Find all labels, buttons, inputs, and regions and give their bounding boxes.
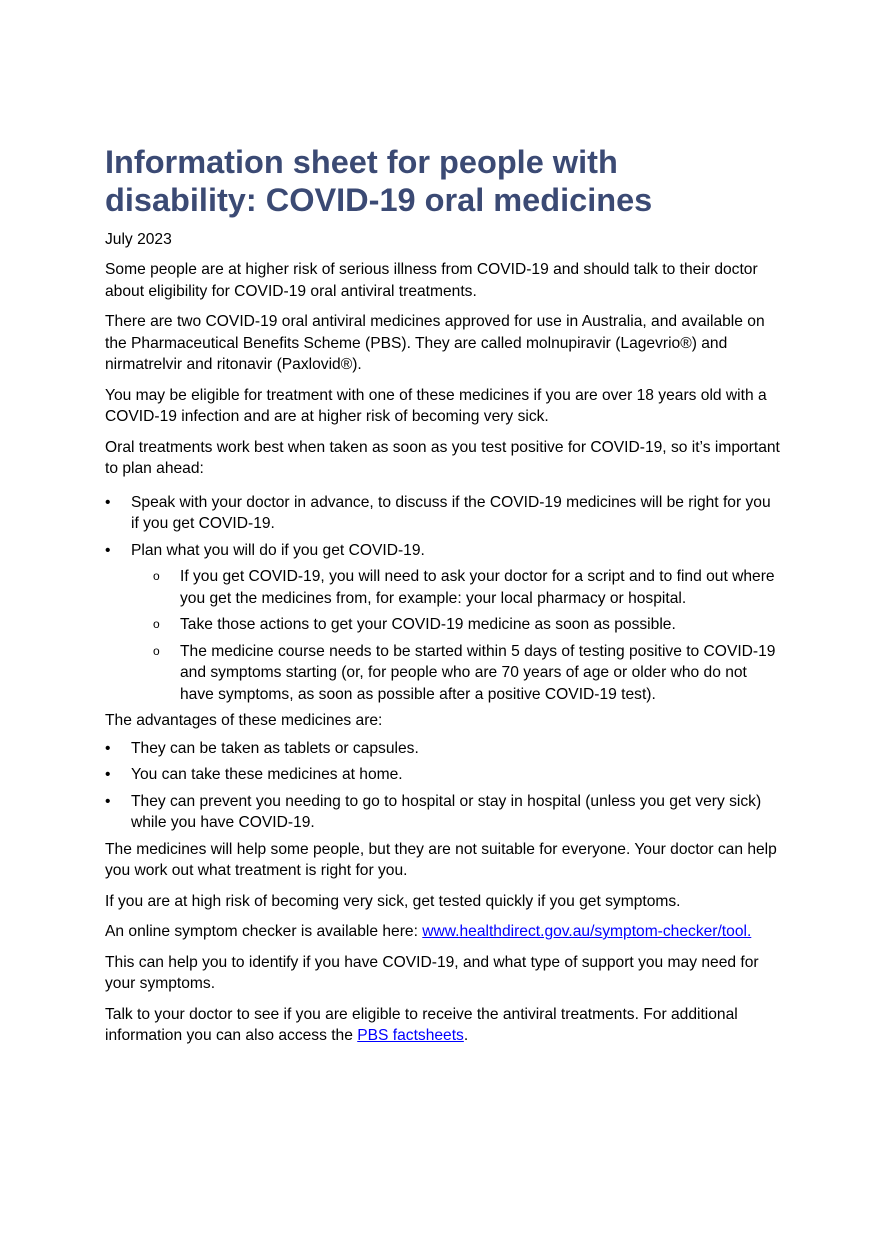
- paragraph-plan-ahead: Oral treatments work best when taken as soon as you test positive for COVID-19, so it’s important to plan ahead:: [105, 438, 780, 477]
- bullet-icon: •: [105, 766, 111, 783]
- paragraph-identify: This can help you to identify if you have COVID-19, and what type of support you may need for your symptoms.: [105, 953, 759, 992]
- paragraph-symptom-checker: [105, 921, 780, 943]
- list-item: [105, 492, 780, 535]
- title-line-1: Information sheet for people with: [105, 144, 618, 180]
- list-item-text: They can prevent you needing to go to hospital or stay in hospital (unless you get very sick) while you have COVID-19.: [131, 792, 762, 831]
- plan-ahead-list: [105, 492, 780, 706]
- list-item-text: Speak with your doctor in advance, to discuss if the COVID-19 medicines will be right for you if you get COVID-19.: [131, 493, 771, 532]
- advantages-list: [105, 738, 780, 834]
- sub-list-item: [131, 614, 780, 636]
- list-item: [105, 791, 780, 834]
- sub-list-item-text: Take those actions to get your COVID-19 medicine as soon as possible.: [180, 616, 676, 633]
- page-title: [105, 143, 780, 219]
- plan-sub-list: [131, 566, 780, 705]
- paragraph-not-suitable: The medicines will help some people, but they are not suitable for everyone. Your doctor can help you work out what treatment is right for you.: [105, 840, 777, 879]
- sub-list-item-text: The medicine course needs to be started within 5 days of testing positive to COVID-19 and symptoms starting (or, for people who are 70 years of age or older who do not have symptoms, as soon as possible after a positive COVID-19 test).: [180, 642, 776, 703]
- paragraph-get-tested: If you are at high risk of becoming very sick, get tested quickly if you get symptoms.: [105, 892, 681, 910]
- publication-date: July 2023: [105, 231, 172, 248]
- bullet-icon: •: [105, 493, 111, 511]
- document-page: [105, 143, 780, 1047]
- list-item: [105, 738, 780, 760]
- pbs-factsheets-link[interactable]: PBS factsheets: [357, 1027, 464, 1044]
- sub-list-item: [131, 566, 780, 609]
- circle-bullet-icon: o: [153, 569, 160, 583]
- sub-list-item: [131, 641, 780, 706]
- title-line-2: disability: COVID-19 oral medicines: [105, 182, 653, 218]
- bullet-icon: •: [105, 792, 111, 810]
- paragraph-talk-to-doctor: [105, 1004, 780, 1047]
- symptom-checker-text: An online symptom checker is available here:: [105, 923, 423, 940]
- symptom-checker-link[interactable]: www.healthdirect.gov.au/symptom-checker/tool.: [422, 923, 752, 940]
- list-item-text: Plan what you will do if you get COVID-19.: [131, 541, 425, 559]
- circle-bullet-icon: o: [153, 617, 160, 631]
- list-item-text: You can take these medicines at home.: [131, 766, 403, 783]
- paragraph-medicines-approved: There are two COVID-19 oral antiviral medicines approved for use in Australia, and available on the Pharmaceutical Benefits Scheme (PBS). They are called molnupiravir (Lagevrio®) and nirmatrelvir and ritonavir (Paxlovid®).: [105, 313, 765, 373]
- sub-list-item-text: If you get COVID-19, you will need to ask your doctor for a script and to find out where you get the medicines from, for example: your local pharmacy or hospital.: [180, 568, 775, 607]
- list-item: [105, 540, 780, 706]
- talk-to-doctor-end: .: [463, 1027, 469, 1044]
- paragraph-advantages: The advantages of these medicines are:: [105, 712, 383, 729]
- talk-to-doctor-text: Talk to your doctor to see if you are eligible to receive the antiviral treatments. For additional information you can also access the: [105, 1005, 738, 1044]
- circle-bullet-icon: o: [153, 643, 160, 658]
- bullet-icon: •: [105, 541, 111, 559]
- bullet-icon: •: [105, 739, 111, 757]
- paragraph-eligibility: You may be eligible for treatment with one of these medicines if you are over 18 years old with a COVID-19 infection and are at higher risk of becoming very sick.: [105, 386, 767, 425]
- paragraph-intro: Some people are at higher risk of serious illness from COVID-19 and should talk to their doctor about eligibility for COVID-19 oral antiviral treatments.: [105, 261, 758, 300]
- list-item-text: They can be taken as tablets or capsules.: [131, 739, 419, 757]
- list-item: [105, 764, 780, 786]
